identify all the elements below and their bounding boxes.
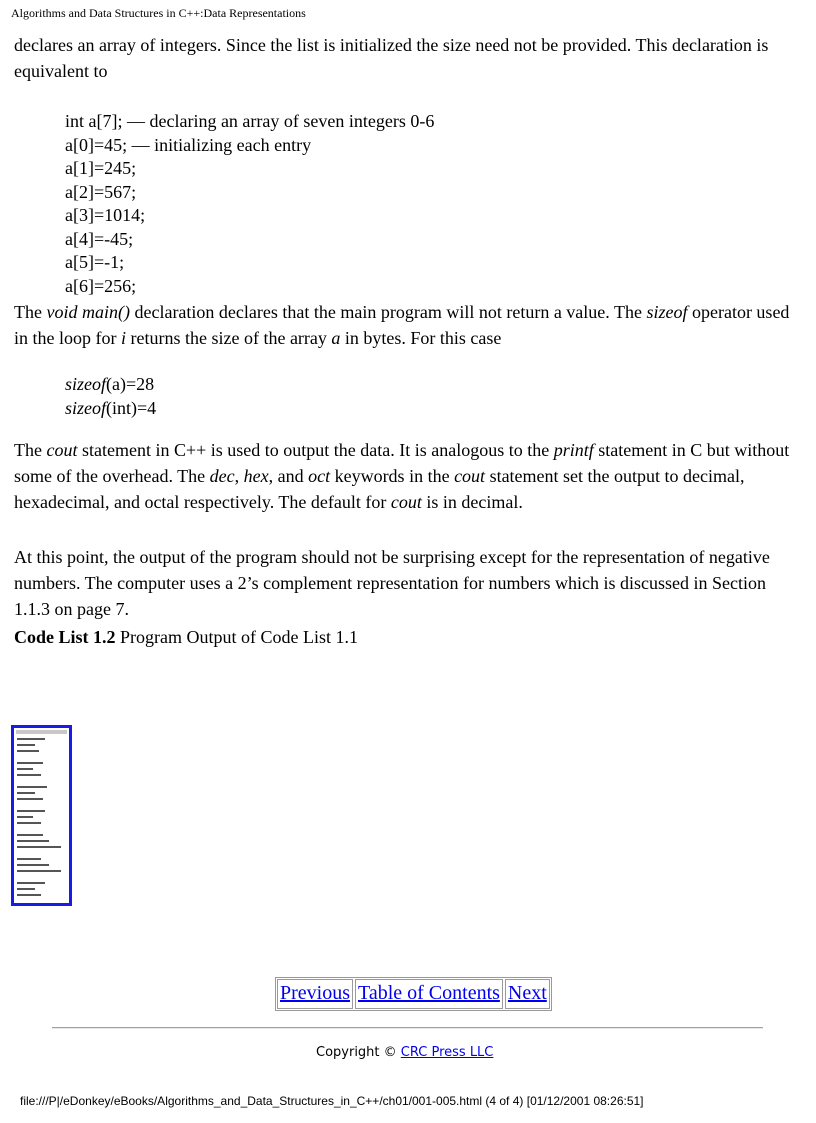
copyright-notice: Copyright © CRC Press LLC (316, 1045, 494, 1060)
code-line: a[2]=567; (65, 181, 137, 202)
code-line: int a[7]; — declaring an array of seven integers 0-6 (65, 111, 435, 131)
code-line: a[1]=245; (65, 158, 137, 178)
code-line: sizeof(a)=28 (65, 374, 155, 394)
code-line: a[5]=-1; (65, 252, 125, 272)
page-footer-path: file:///P|/eDonkey/eBooks/Algorithms_and_Data_Structures_in_C++/ch01/001-005.html (4 of 4) [01/12/2001 08:26:51] (20, 1094, 644, 1108)
page-header-title: Algorithms and Data Structures in C++:Data Representations (11, 6, 306, 20)
code-block-array-init (65, 110, 434, 298)
code-block-sizeof (65, 373, 156, 420)
code-line: a[4]=-45; (65, 228, 134, 249)
code-line: a[3]=1014; (65, 205, 146, 225)
code-list-caption: Code List 1.2 Program Output of Code List 1.1 (14, 627, 358, 647)
navigation-bar (275, 977, 552, 1011)
code-line: sizeof(int)=4 (65, 397, 157, 418)
previous-link[interactable]: Previous (277, 979, 353, 1009)
paragraph-array-declaration: declares an array of integers. Since the list is initialized the size need not be provided. This declaration is equivalent to (14, 35, 769, 81)
program-output-thumbnail[interactable] (11, 725, 72, 906)
paragraph-negative-numbers: At this point, the output of the program should not be surprising except for the representation of negative numbers. The computer uses a 2’s complement representation for numbers which is discussed in Section 1.1.3 on page 7. (14, 547, 770, 619)
code-line: a[0]=45; — initializing each entry (65, 134, 312, 155)
next-link[interactable]: Next (505, 979, 550, 1009)
code-line: a[6]=256; (65, 275, 137, 296)
table-of-contents-link[interactable]: Table of Contents (355, 979, 503, 1009)
paragraph-void-main-sizeof: The void main() declaration declares that the main program will not return a value. The sizeof operator used in the loop for i returns the size of the array a in bytes. For this case (14, 302, 790, 348)
paragraph-cout: The cout statement in C++ is used to output the data. It is analogous to the printf statement in C but without some of the overhead. The dec, hex, and oct keywords in the cout statement set the output to decimal, hexadecimal, and octal respectively. The default for cout is in decimal. (14, 440, 790, 512)
horizontal-divider (52, 1027, 763, 1029)
crc-press-link[interactable]: CRC Press LLC (400, 1045, 494, 1060)
